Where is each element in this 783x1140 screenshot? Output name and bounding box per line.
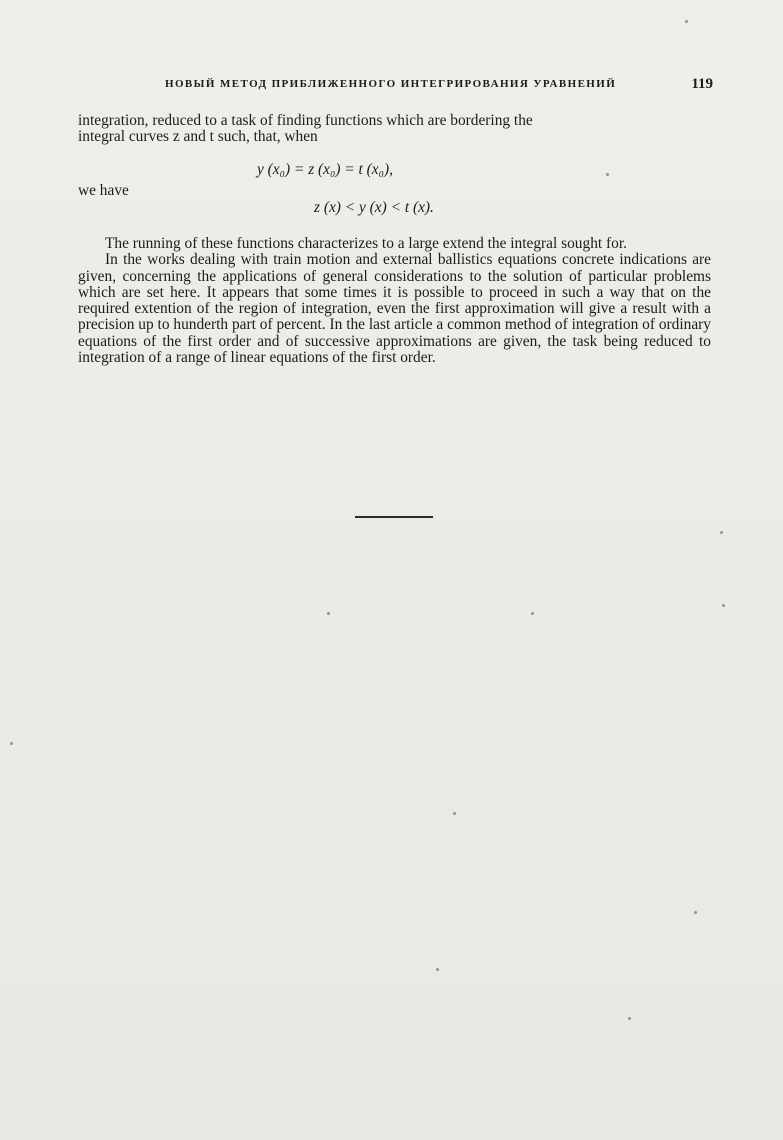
we-have-text: we have [78, 182, 129, 199]
running-title: НОВЫЙ МЕТОД ПРИБЛИЖЕННОГО ИНТЕГРИРОВАНИЯ УРАВНЕНИЙ [165, 78, 617, 90]
section-end-rule [355, 516, 433, 518]
running-head [165, 76, 713, 96]
paragraph-works: In the works dealing with train motion and external ballistics equations concrete indications are given, concerning the applications of general considerations to the solution of particular problems which are set here. It appears that some times it is possible to proceed in such a way that on the required extention of the region of integration, even the first approximation will give a result with a precision up to hunderth part of percent. In the last article a common method of integration of ordinary equations of the first order and of successive approximations are given, the task being reduced to integration of a range of linear equations of the first order. [78, 251, 711, 367]
paper-speck [606, 173, 609, 176]
paper-speck [10, 742, 13, 745]
paper-speck [531, 612, 534, 615]
paper-speck [436, 968, 439, 971]
intro-line-2: integral curves z and t such, that, when [78, 128, 318, 146]
intro-text [78, 113, 711, 146]
formula-inequality: z (x) < y (x) < t (x). [314, 199, 434, 216]
paper-speck [685, 20, 688, 23]
body-text [78, 236, 711, 366]
paper-speck [694, 911, 697, 914]
paper-speck [453, 812, 456, 815]
intro-line-1: integration, reduced to a task of finding functions which are bordering the [78, 112, 533, 129]
paper-speck [327, 612, 330, 615]
formula-equality: y (x₀) = z (x₀) = t (x₀), [257, 161, 393, 178]
paper-speck [722, 604, 725, 607]
page-number: 119 [691, 76, 713, 92]
paper-speck [720, 531, 723, 534]
paper-speck [628, 1017, 631, 1020]
paragraph-running: The running of these functions characterizes to a large extend the integral sought for. [105, 235, 627, 252]
